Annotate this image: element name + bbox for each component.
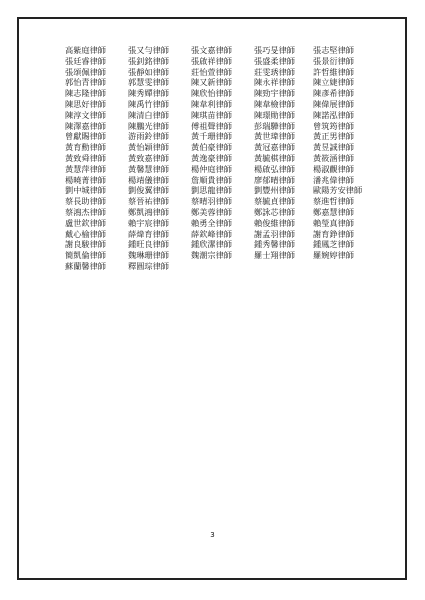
lawyer-name: 彭瑞驊律師 — [254, 120, 295, 131]
lawyer-name: 陳鵬光律師 — [128, 120, 169, 131]
lawyer-name: 張景衍律師 — [313, 55, 354, 66]
lawyer-name: 賴勇全律師 — [191, 217, 232, 228]
lawyer-name: 陳璟勛律師 — [254, 109, 295, 120]
lawyer-name: 黃逸豪律師 — [191, 152, 232, 163]
lawyer-name: 劉中城律師 — [65, 185, 106, 196]
lawyer-name: 黃昱誠律師 — [313, 142, 354, 153]
lawyer-name: 簡凱倫律師 — [65, 250, 106, 261]
lawyer-name: 鍾秀馨律師 — [254, 239, 295, 250]
lawyer-name: 賴宇宸律師 — [128, 217, 169, 228]
lawyer-name: 黃伯豪律師 — [191, 142, 232, 153]
lawyer-name: 薛欽峰律師 — [191, 228, 232, 239]
lawyer-name: 張文嘉律師 — [191, 45, 232, 55]
lawyer-name: 陳韋利律師 — [191, 98, 232, 109]
lawyer-name: 劉思龍律師 — [191, 185, 232, 196]
lawyer-name-list — [65, 45, 365, 272]
lawyer-name: 陳琪苗律師 — [191, 109, 232, 120]
lawyer-name: 詹順貴律師 — [191, 174, 232, 185]
lawyer-name: 楊啟弘律師 — [254, 163, 295, 174]
lawyer-name: 游雨鈴律師 — [128, 131, 169, 142]
lawyer-name: 楊仲庭律師 — [191, 163, 232, 174]
lawyer-name: 鍾旺良律師 — [128, 239, 169, 250]
lawyer-name: 鄭詠芯律師 — [254, 206, 295, 217]
lawyer-name: 歐陽芳安律師 — [313, 185, 363, 196]
lawyer-name: 戴心榆律師 — [65, 228, 106, 239]
lawyer-name: 羅士翔律師 — [254, 250, 295, 261]
lawyer-name: 張啟祥律師 — [191, 55, 232, 66]
lawyer-name: 楊淑觀律師 — [313, 163, 354, 174]
lawyer-name: 鄭嘉慧律師 — [313, 206, 354, 217]
lawyer-name: 陳欣怡律師 — [191, 88, 232, 99]
lawyer-name: 黃冠嘉律師 — [254, 142, 295, 153]
lawyer-name: 張志堅律師 — [313, 45, 354, 55]
lawyer-name: 黃致舜律師 — [65, 152, 106, 163]
lawyer-name: 謝育錚律師 — [313, 228, 354, 239]
lawyer-name: 鍾鳳芝律師 — [313, 239, 354, 250]
lawyer-name: 盧世欽律師 — [65, 217, 106, 228]
lawyer-name: 陳清白律師 — [128, 109, 169, 120]
lawyer-name: 郭慧雯律師 — [128, 77, 169, 88]
lawyer-name: 傅祖聲律師 — [191, 120, 232, 131]
lawyer-name: 黃毓棋律師 — [254, 152, 295, 163]
lawyer-name: 莊怡萱律師 — [191, 66, 232, 77]
lawyer-name: 張靜如律師 — [128, 66, 169, 77]
lawyer-name: 陳秀嬋律師 — [128, 88, 169, 99]
lawyer-name: 張頌佩律師 — [65, 66, 106, 77]
lawyer-name: 魏琳珊律師 — [128, 250, 169, 261]
lawyer-name: 許哲維律師 — [313, 66, 354, 77]
lawyer-name: 陳淳文律師 — [65, 109, 106, 120]
lawyer-name: 蔡晉祐律師 — [128, 196, 169, 207]
lawyer-name: 曾獻賜律師 — [65, 131, 106, 142]
lawyer-name: 鄭美蓉律師 — [191, 206, 232, 217]
lawyer-name: 薛煒育律師 — [128, 228, 169, 239]
lawyer-name: 楊靖儀律師 — [128, 174, 169, 185]
lawyer-name: 陳勁宇律師 — [254, 88, 295, 99]
lawyer-name: 謝孟羽律師 — [254, 228, 295, 239]
lawyer-name: 黃世瑋律師 — [254, 131, 295, 142]
lawyer-name: 潘兆偉律師 — [313, 174, 354, 185]
lawyer-name: 蔡晴羽律師 — [191, 196, 232, 207]
lawyer-name: 張又勻律師 — [128, 45, 169, 55]
lawyer-name: 黃正男律師 — [313, 131, 354, 142]
lawyer-name: 釋圓琮律師 — [128, 260, 169, 271]
lawyer-name: 陳又新律師 — [191, 77, 232, 88]
lawyer-name: 陳立婕律師 — [313, 77, 354, 88]
lawyer-name: 莊雯琇律師 — [254, 66, 295, 77]
lawyer-name: 賴瑩真律師 — [313, 217, 354, 228]
lawyer-name: 黃育勳律師 — [65, 142, 106, 153]
lawyer-name: 蔡長助律師 — [65, 196, 106, 207]
lawyer-name: 羅婉婷律師 — [313, 250, 354, 261]
lawyer-name: 廖郁晴律師 — [254, 174, 295, 185]
lawyer-name: 張廷睿律師 — [65, 55, 106, 66]
lawyer-name: 陳諾泓律師 — [313, 109, 354, 120]
lawyer-name: 曾筑筠律師 — [313, 120, 354, 131]
lawyer-name: 鍾欣潔律師 — [191, 239, 232, 250]
lawyer-name: 黃怡穎律師 — [128, 142, 169, 153]
lawyer-name: 魏潮宗律師 — [191, 250, 232, 261]
lawyer-name: 劉豐州律師 — [254, 185, 295, 196]
lawyer-name: 楊曉菁律師 — [65, 174, 106, 185]
lawyer-name: 張釗銘律師 — [128, 55, 169, 66]
lawyer-name: 賴俊維律師 — [254, 217, 295, 228]
lawyer-name: 陳志隆律師 — [65, 88, 106, 99]
lawyer-name: 陳偉展律師 — [313, 98, 354, 109]
page-number: 3 — [210, 531, 215, 539]
lawyer-name: 高紫庭律師 — [65, 45, 106, 55]
lawyer-name: 蔡進哲律師 — [313, 196, 354, 207]
lawyer-name: 黃馨慧律師 — [128, 163, 169, 174]
lawyer-name: 張巧旻律師 — [254, 45, 295, 55]
lawyer-name: 陳永祥律師 — [254, 77, 295, 88]
lawyer-name: 陳韋檢律師 — [254, 98, 295, 109]
lawyer-name: 蔡鴻杰律師 — [65, 206, 106, 217]
lawyer-name: 蘇蘭馨律師 — [65, 260, 106, 271]
lawyer-name: 陳澤嘉律師 — [65, 120, 106, 131]
lawyer-name: 陳彥希律師 — [313, 88, 354, 99]
lawyer-name: 黃致嘉律師 — [128, 152, 169, 163]
lawyer-name: 蔡毓貞律師 — [254, 196, 295, 207]
lawyer-name: 張盛柔律師 — [254, 55, 295, 66]
lawyer-name: 郭怡青律師 — [65, 77, 106, 88]
lawyer-name: 劉俊翼律師 — [128, 185, 169, 196]
lawyer-name: 鄭凱鴻律師 — [128, 206, 169, 217]
lawyer-name: 黃千珊律師 — [191, 131, 232, 142]
lawyer-name: 陳思好律師 — [65, 98, 106, 109]
lawyer-name: 謝良駿律師 — [65, 239, 106, 250]
lawyer-name: 陳禹竹律師 — [128, 98, 169, 109]
lawyer-name: 黃筱涵律師 — [313, 152, 354, 163]
lawyer-name: 黃慧萍律師 — [65, 163, 106, 174]
